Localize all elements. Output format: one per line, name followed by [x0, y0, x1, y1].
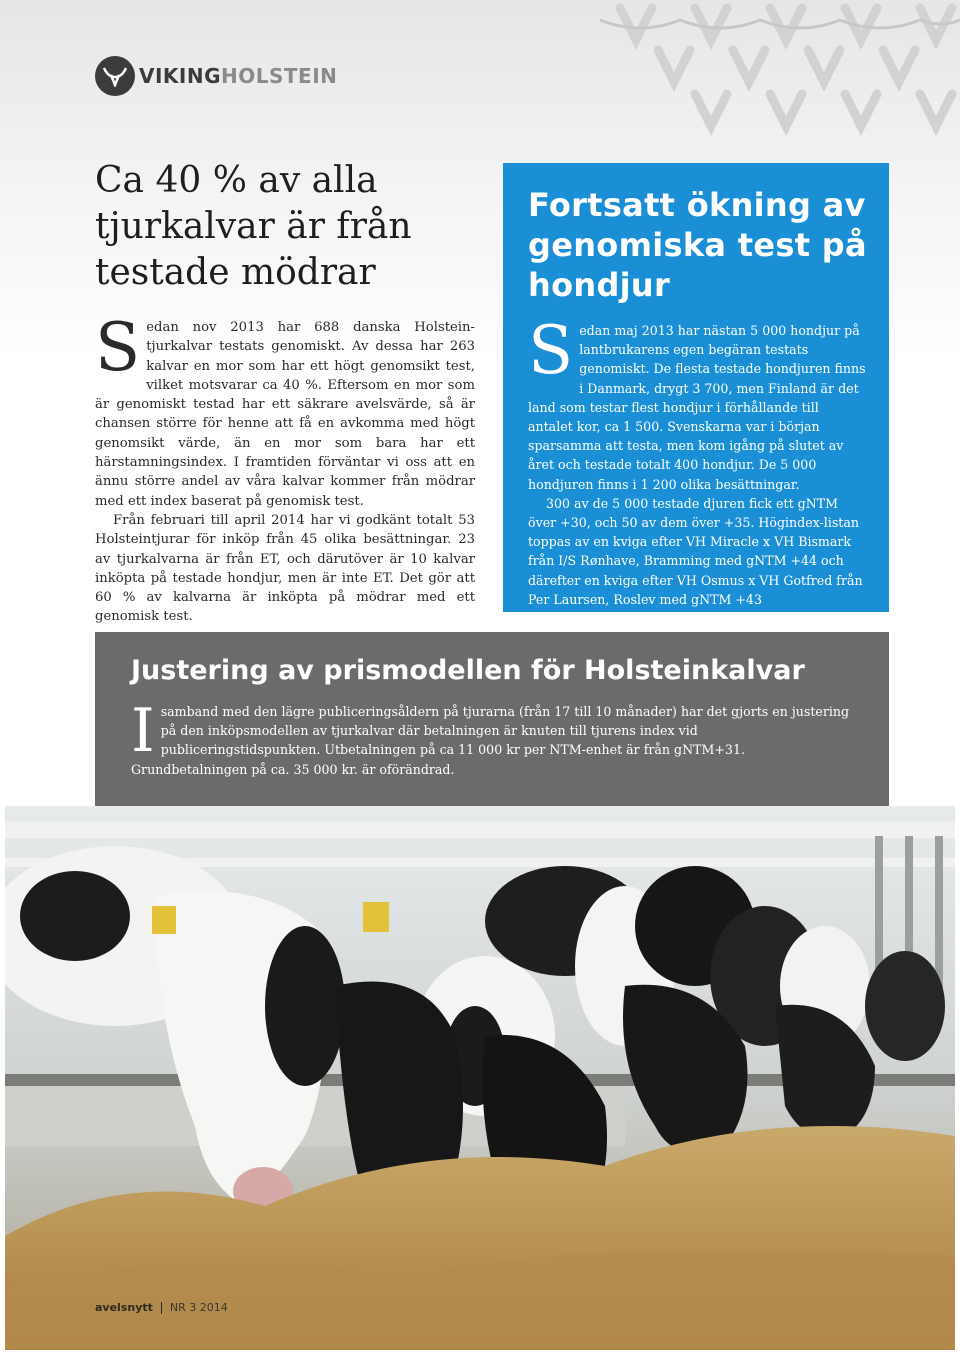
left-article-paragraph-2: Från februari till april 2014 har vi godkänt totalt 53 Holsteintjurar för inköp från 45 olika besättningar. 23 av tjurkalvarna är från ET, och därutöver är 10 kalvar inköpta på testade hondjur, men är inte ET. Det gör att 60 % av kalvarna är inköpta på mödrar med ett genomisk test.	[95, 512, 475, 625]
dropcap: I	[131, 696, 155, 766]
blue-article-para1-text: edan maj 2013 har nästan 5 000 hondjur på lantbrukarens egen begäran testats genomiskt. De flesta testade hondjuren finns i Danmark, drygt 3 700, men Finland är det land som testar flest hondjur i förhållande till antalet kor, ca 1 500. Svenskarna var i början sparsamma att testa, men kom igång på slutet av året och testade totalt 400 hondjur. De 5 000 hondjuren finns i 1 200 olika besättningar.	[528, 323, 866, 492]
grey-article-title: Justering av prismodellen för Holsteinkalvar	[131, 655, 805, 686]
grey-article-box	[95, 632, 889, 808]
left-article-paragraph-1	[95, 309, 475, 511]
blue-article-title: Fortsatt ökning av genomiska test på hondjur	[528, 186, 867, 304]
dropcap: S	[528, 312, 574, 389]
cows-feeding-photo	[5, 806, 955, 1350]
blue-article-paragraph-2: 300 av de 5 000 testade djuren fick ett gNTM över +30, och 50 av dem över +35. Högindex-listan toppas av en kviga efter VH Miracle x VH Bismark från I/S Rønhave, Bramming med gNTM +44 och därefter en kviga efter VH Osmus x VH Gotfred från Per Laursen, Roslev med gNTM +43	[528, 495, 863, 607]
logo-light-text: HOLSTEIN	[221, 64, 338, 88]
footer-brand: avelsnytt	[95, 1301, 153, 1314]
footer-issue: NR 3 2014	[169, 1301, 228, 1314]
logo-wordmark	[139, 64, 337, 88]
grey-article-body-text: samband med den lägre publiceringsåldern på tjurarna (från 17 till 10 månader) har det gjorts en justering på den inköpsmodellen av tjurkalvar där betalningen är knuten till tjurens index vid publiceringstidspunkten. Utbetalningen på ca 11 000 kr per NTM-enhet är från gNTM+31. Grundbetalningen på ca. 35 000 kr. är oförändrad.	[131, 704, 850, 777]
grey-article-paragraph	[131, 696, 853, 779]
logo-main-text: VIKING	[139, 64, 222, 88]
blue-article-box	[503, 163, 889, 612]
grey-article-body	[131, 696, 853, 779]
bull-horns-icon	[95, 56, 135, 96]
left-article-para1-text: edan nov 2013 har 688 danska Holstein-tjurkalvar testats genomiskt. Av dessa har 263 kalvar en mor som har ett högt genomsikt test, vilket motsvarar ca 40 %. Eftersom en mor som är genomiskt testad har ett säkrare avelsvärde, så är chansen större för henne att få en avkomma med högt genomsikt värde, än en mor som bara har ett härstamningsindex. I framtiden förväntar vi oss att en ännu större andel av våra kalvar kommer från mödrar med ett index baserat på genomisk test.	[95, 320, 475, 509]
viking-holstein-logo	[95, 56, 337, 96]
decorative-v-pattern	[600, 0, 960, 140]
footer-separator	[161, 1302, 162, 1314]
blue-article-paragraph-1	[528, 312, 867, 494]
left-article-body	[95, 309, 475, 627]
blue-article-body	[528, 312, 867, 609]
left-article-title: Ca 40 % av alla tjurkalvar är från testade mödrar	[95, 160, 412, 293]
page-footer	[95, 1301, 228, 1314]
dropcap: S	[95, 309, 141, 386]
